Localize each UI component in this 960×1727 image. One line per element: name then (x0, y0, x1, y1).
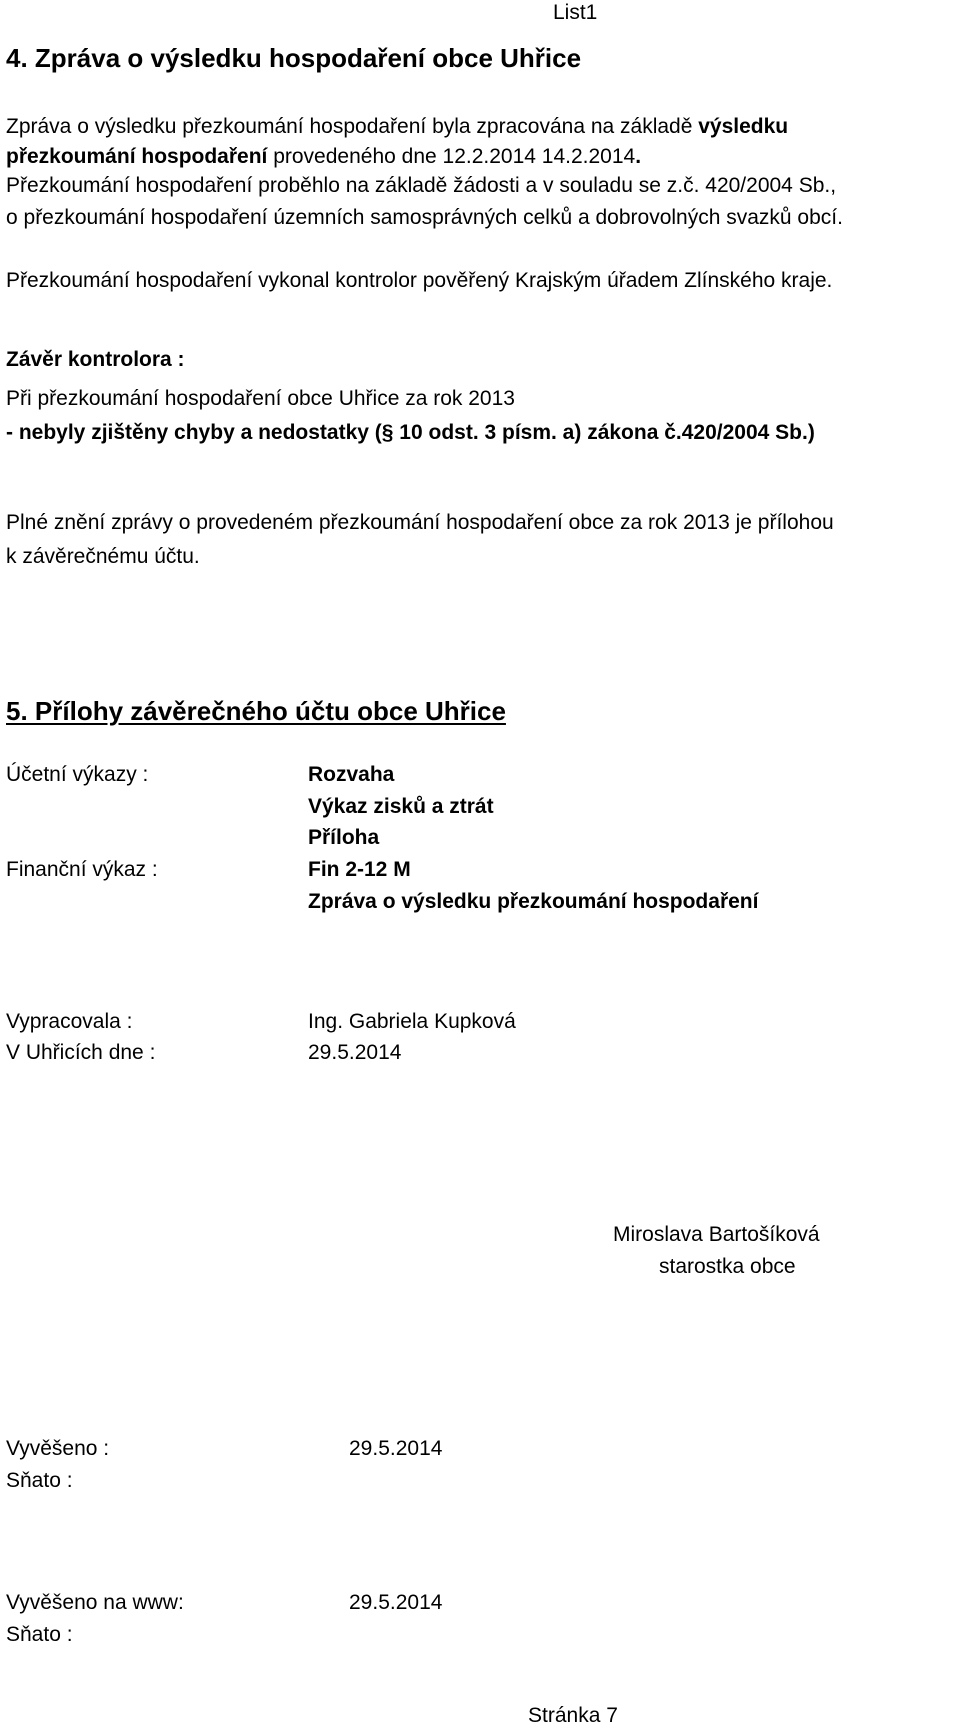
report-paragraph-line-1 (6, 116, 788, 137)
section-4-title: 4. Zpráva o výsledku hospodaření obce Uhřice (6, 43, 582, 73)
financial-label: Finanční výkaz : (6, 858, 158, 881)
report-paragraph-line-4: o přezkoumání hospodaření územních samosprávných celků a dobrovolných svazků obcí. (6, 206, 843, 229)
posted-www-value: 29.5.2014 (349, 1591, 443, 1614)
date-label: V Uhřicích dne : (6, 1041, 156, 1064)
conclusion-heading: Závěr kontrolora : (6, 348, 185, 371)
attachment-item: Příloha (308, 826, 380, 849)
report-text-bold: výsledku (698, 115, 789, 138)
report-date-range: provedeného dne 12.2.2014 14.2.2014 (267, 145, 636, 168)
signature-role: starostka obce (659, 1255, 796, 1278)
prepared-by-value: Ing. Gabriela Kupková (308, 1010, 516, 1033)
prepared-by-label: Vypracovala : (6, 1010, 133, 1033)
attachment-item: Zpráva o výsledku přezkoumání hospodaření (308, 890, 759, 913)
posted-value: 29.5.2014 (349, 1437, 443, 1460)
attachment-item: Výkaz zisků a ztrát (308, 795, 494, 818)
accounting-label: Účetní výkazy : (6, 763, 149, 786)
inspector-paragraph: Přezkoumání hospodaření vykonal kontrolor pověřený Krajským úřadem Zlínského kraje. (6, 269, 833, 292)
section-5-title: 5. Přílohy závěrečného účtu obce Uhřice (6, 696, 506, 726)
attachment-item: Fin 2-12 M (308, 858, 411, 881)
sheet-label: List1 (553, 1, 598, 24)
report-paragraph-line-3: Přezkoumání hospodaření proběhlo na základě žádosti a v souladu se z.č. 420/2004 Sb., (6, 174, 837, 197)
removed-label: Sňato : (6, 1469, 73, 1492)
conclusion-line-1: Při přezkoumání hospodaření obce Uhřice za rok 2013 (6, 387, 515, 410)
date-value: 29.5.2014 (308, 1041, 402, 1064)
conclusion-line-2: - nebyly zjištěny chyby a nedostatky (§ 10 odst. 3 písm. a) zákona č.420/2004 Sb.) (6, 421, 815, 444)
signature-name: Miroslava Bartošíková (613, 1223, 820, 1246)
page-number: Stránka 7 (528, 1704, 618, 1727)
report-text-bold: přezkoumání hospodaření (6, 145, 268, 168)
report-text-bold: . (635, 145, 642, 168)
posted-www-label: Vyvěšeno na www: (6, 1591, 184, 1614)
full-text-line-2: k závěrečnému účtu. (6, 545, 200, 568)
attachment-item: Rozvaha (308, 763, 395, 786)
posted-label: Vyvěšeno : (6, 1437, 110, 1460)
full-text-line-1: Plné znění zprávy o provedeném přezkoumání hospodaření obce za rok 2013 je přílohou (6, 511, 834, 534)
report-paragraph-line-2 (6, 146, 641, 167)
report-text: Zpráva o výsledku přezkoumání hospodaření byla zpracována na základě (6, 115, 699, 138)
removed-www-label: Sňato : (6, 1623, 73, 1646)
